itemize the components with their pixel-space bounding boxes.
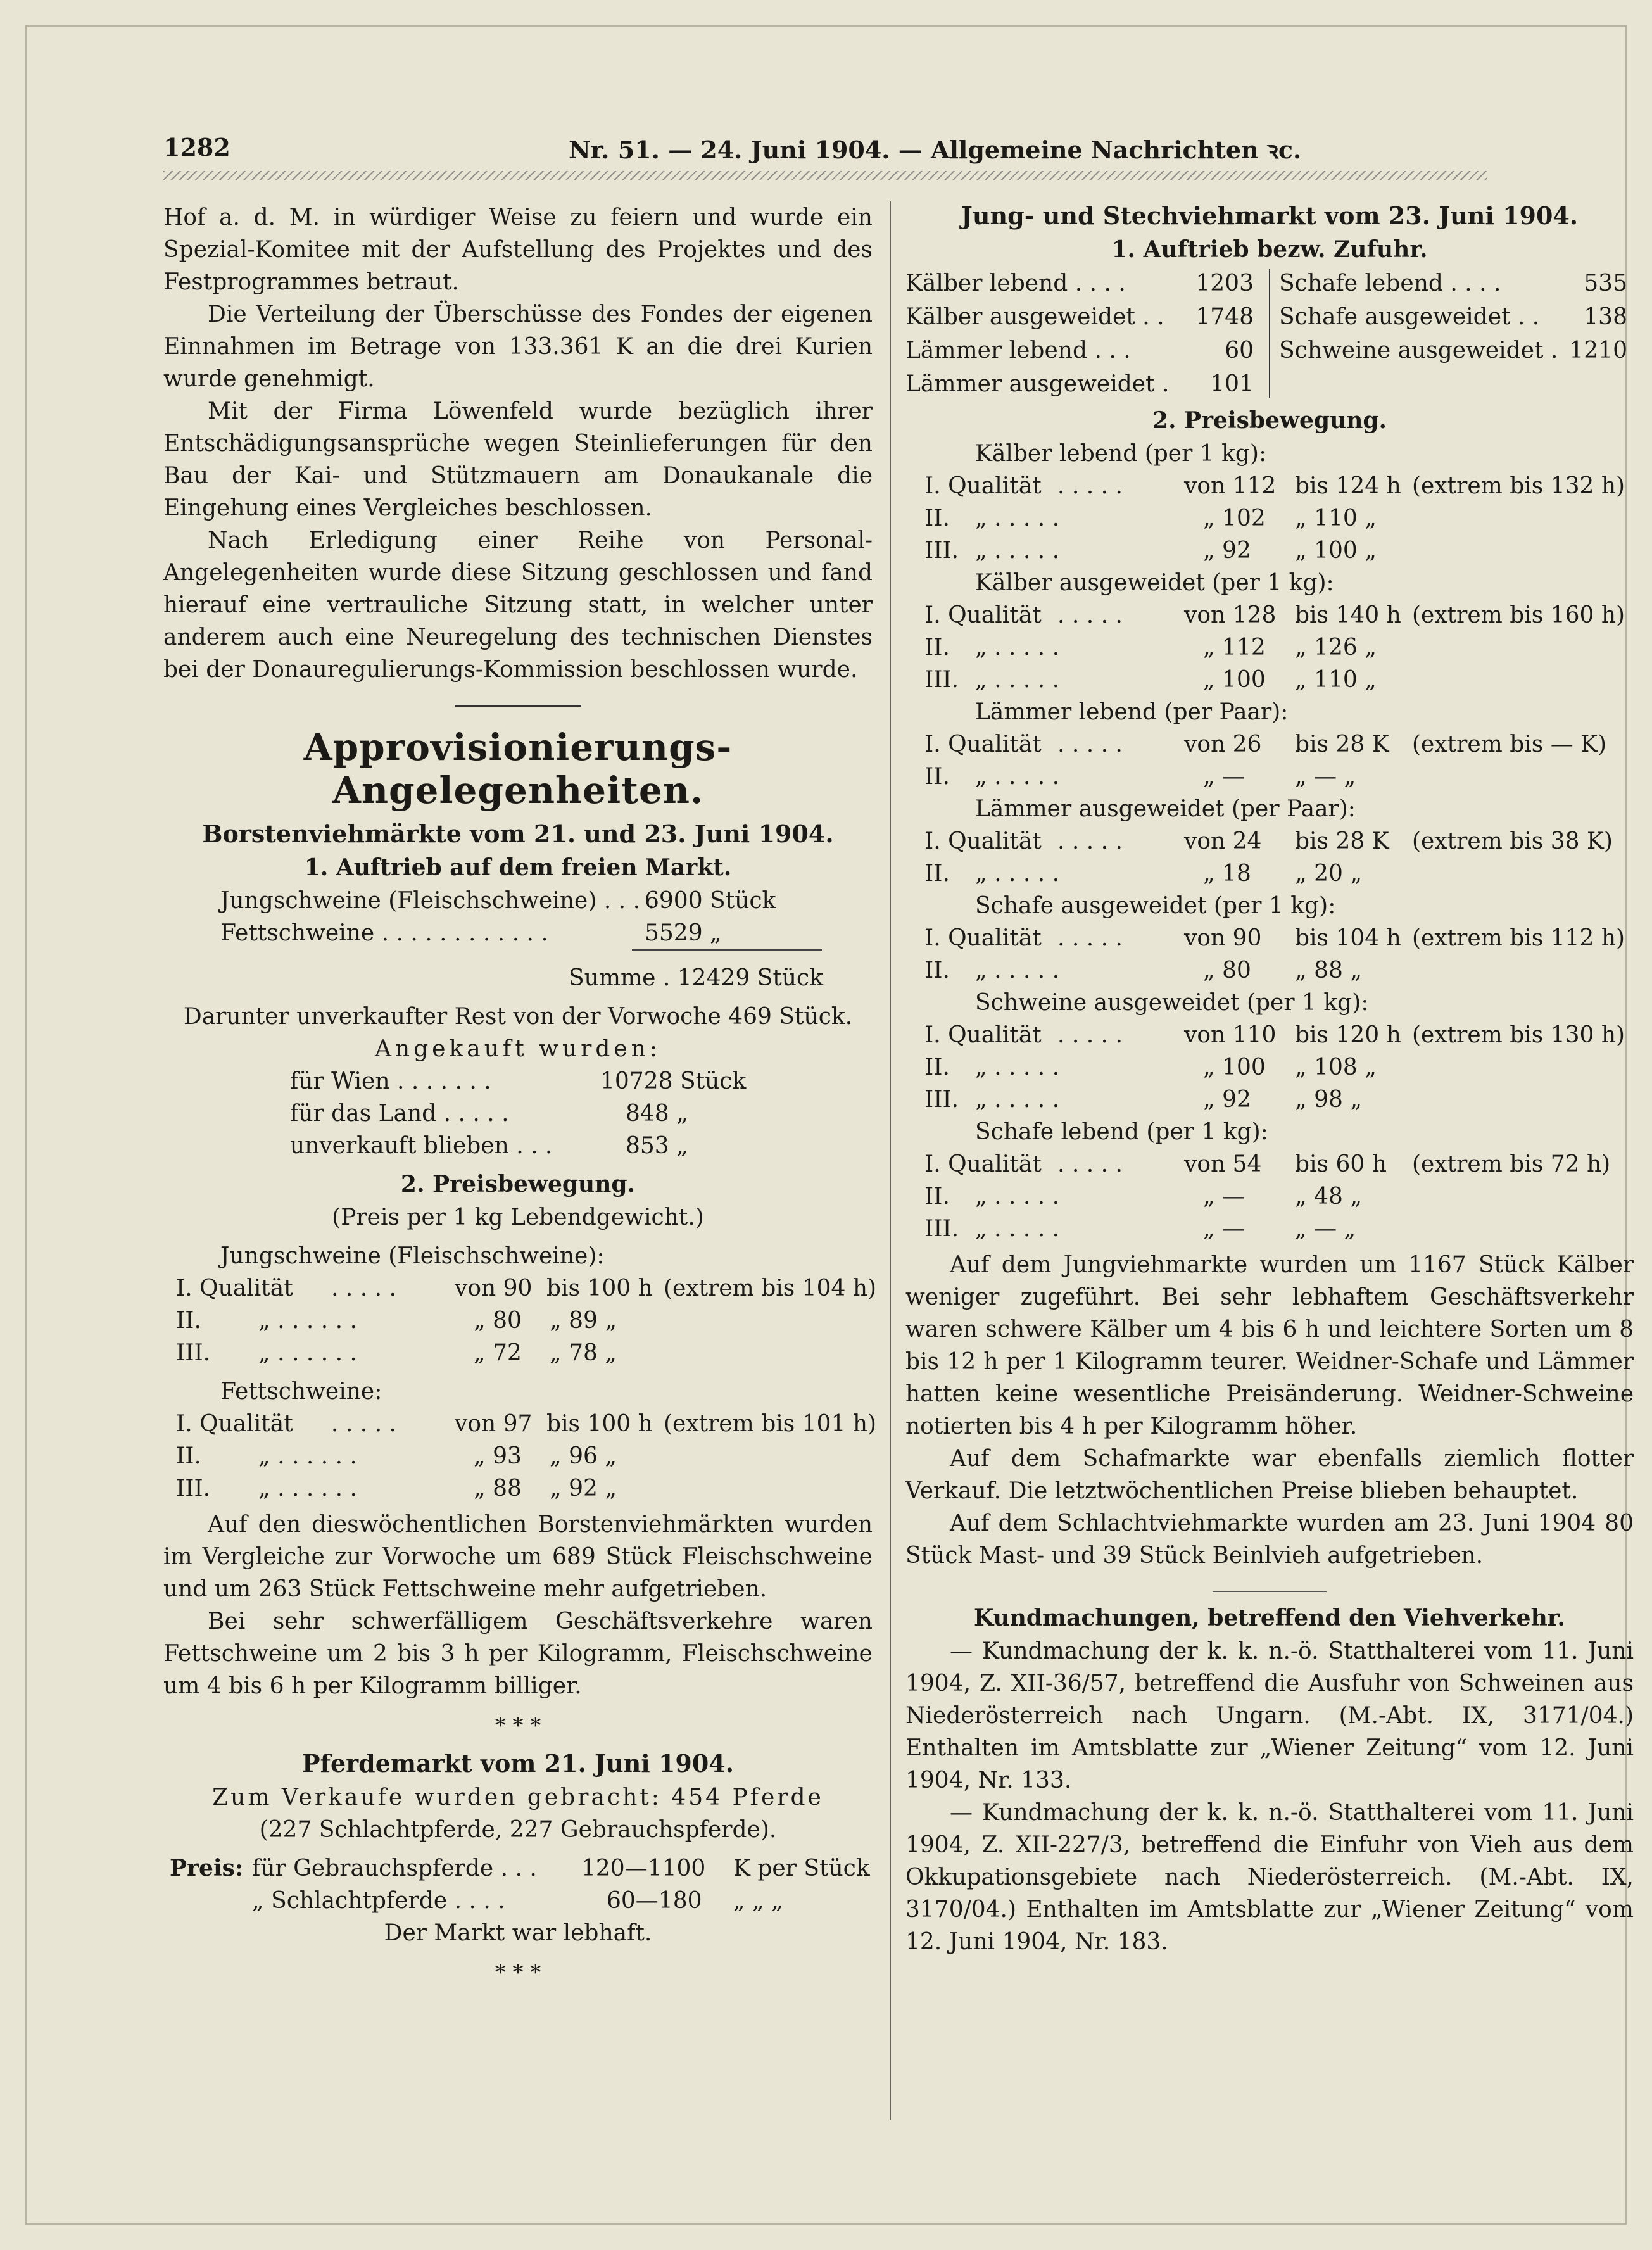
price-from: „ 112 (1203, 635, 1266, 660)
quality: I. Qualität (176, 1275, 293, 1301)
price-from: von 90 (455, 1275, 533, 1301)
quality: III. (924, 1216, 959, 1242)
dots: „ . . . . . . (258, 1340, 357, 1366)
price-row (163, 1440, 873, 1472)
dots: „ . . . . . . (258, 1443, 357, 1469)
right-column (905, 201, 1634, 1958)
price-row (163, 1472, 873, 1505)
supply-row (905, 300, 1260, 334)
supply-right (1279, 267, 1634, 401)
price-row (905, 1051, 1634, 1084)
price-to: „ 88 „ (1295, 958, 1362, 983)
price-row (905, 470, 1634, 502)
price-to: „ 98 „ (1295, 1087, 1362, 1113)
supply-value: 138 (1584, 304, 1627, 330)
price-to: „ — „ (1295, 1216, 1356, 1242)
price-row (905, 534, 1634, 567)
paragraph: Auf dem Jungviehmarkte wurden um 1167 Stück Kälber weniger zugeführt. Bei sehr lebhaftem Geschäftsverkehr waren schwere Kälber um 4 bis 6 h und leichtere Sorten um 8 bis 12 h per 1 Kilogramm teurer. Weidner-Schafe und Lämmer hatten keine wesentliche Preisänderung. Weidner-Schweine notierten bis 4 h per Kilogramm höher. (905, 1252, 1634, 1439)
supply-value: 60 (1225, 338, 1254, 363)
price-from: von 112 (1184, 473, 1277, 499)
supply-label: Schafe ausgeweidet . . (1279, 304, 1540, 330)
price-from: von 90 (1184, 925, 1262, 951)
quality: II. (924, 1184, 950, 1210)
supply-label: Schweine ausgeweidet . (1279, 338, 1558, 363)
supply-label: Fettschweine . . . . . . . . . . . . (220, 920, 548, 946)
price-from: von 97 (455, 1411, 533, 1437)
price-extreme: (extrem bis 160 h) (1412, 602, 1625, 628)
bought-row (163, 1097, 873, 1130)
price-group-name: Kälber ausgeweidet (per 1 kg): (975, 570, 1334, 596)
supply-value: 1203 (1195, 270, 1254, 296)
price-row (905, 728, 1634, 761)
sum-text: Summe . 12429 Stück (569, 965, 824, 991)
price-to: „ 126 „ (1295, 635, 1377, 660)
dots: „ . . . . . (975, 1216, 1060, 1242)
price-from: „ 88 (474, 1476, 522, 1501)
price-row (163, 1408, 877, 1440)
horse-unit: „ „ „ (733, 1888, 783, 1914)
paragraph: — Kundmachung der k. k. n.-ö. Statthalterei vom 11. Juni 1904, Z. XII-227/3, betreffend die Einfuhr von Vieh aus dem Okkupationsgebiete nach Niederösterreich. (M.-Abt. IX, 3170/04.) Enthalten im Amtsblatte zur „Wiener Zeitung“ vom 12. Juni 1904, Nr. 183. (905, 1800, 1634, 1955)
price-from: „ 100 (1203, 1054, 1266, 1080)
section-separator (1213, 1591, 1327, 1592)
quality: I. Qualität (924, 1151, 1042, 1177)
price-group-name: Schafe lebend (per 1 kg): (975, 1119, 1268, 1145)
horse-price: 60—180 (607, 1888, 702, 1914)
price-to: bis 104 h (1295, 925, 1401, 951)
supply-divider (1269, 269, 1270, 398)
price-extreme: (extrem bis 38 K) (1412, 828, 1613, 854)
quality: I. Qualität (924, 925, 1042, 951)
price-extreme: (extrem bis 130 h) (1412, 1022, 1625, 1048)
supply-label: Kälber lebend . . . . (905, 270, 1126, 296)
paragraph: Auf den dieswöchentlichen Borstenviehmärkten wurden im Vergleiche zur Vorwoche um 689 Stück Fleischschweine und um 263 Stück Fettschweine mehr aufgetrieben. (163, 1512, 873, 1602)
price-to: „ 108 „ (1295, 1054, 1377, 1080)
unsold-previous: Darunter unverkaufter Rest von der Vorwoche 469 Stück. (183, 1004, 853, 1030)
bought-heading: Angekauft wurden: (374, 1036, 662, 1062)
quality: III. (924, 1087, 959, 1113)
bought-row (163, 1065, 873, 1097)
price-group-name: Fettschweine: (220, 1379, 382, 1405)
section-separator (455, 705, 581, 707)
price-group-name: Schweine ausgeweidet (per 1 kg): (975, 990, 1369, 1016)
dots: . . . . . (1057, 731, 1123, 757)
price-to: „ 89 „ (550, 1308, 617, 1334)
supply-row (905, 367, 1260, 401)
price-from: „ 80 (1203, 958, 1251, 983)
price-row (163, 1272, 877, 1305)
price-row (905, 599, 1634, 631)
price-extreme: (extrem bis 112 h) (1412, 925, 1625, 951)
price-row (905, 954, 1634, 987)
price-from: „ 93 (474, 1443, 522, 1469)
price-extreme: (extrem bis 132 h) (1412, 473, 1625, 499)
price-row (905, 1019, 1634, 1051)
sum-rule-holder (163, 949, 873, 952)
header-rule (163, 171, 1487, 180)
bought-label: unverkauft blieben . . . (290, 1133, 553, 1159)
dots: . . . . . (1057, 1022, 1123, 1048)
price-to: „ 110 „ (1295, 505, 1377, 531)
price-to: „ 48 „ (1295, 1184, 1362, 1210)
quality: III. (176, 1476, 211, 1501)
price-row (905, 664, 1634, 696)
sum-row (163, 962, 873, 994)
price-from: „ 18 (1203, 861, 1251, 887)
price-from: „ — (1203, 1216, 1245, 1242)
price-to: bis 100 h (546, 1411, 653, 1437)
quality: III. (924, 538, 959, 564)
paragraph: Die Verteilung der Überschüsse des Fondes der eigenen Einnahmen im Betrage von 133.361 K an die drei Kurien wurde genehmigt. (163, 301, 873, 392)
price-to: bis 124 h (1295, 473, 1401, 499)
dots: „ . . . . . (975, 958, 1060, 983)
price-group-name: Jungschweine (Fleischschweine): (220, 1243, 605, 1269)
dots: . . . . . (331, 1275, 396, 1301)
quality: I. Qualität (924, 1022, 1042, 1048)
price-row (905, 502, 1634, 534)
supply-label: Kälber ausgeweidet . . (905, 304, 1164, 330)
supply-value: 6900 Stück (645, 888, 776, 914)
price-from: von 26 (1184, 731, 1262, 757)
bought-value: 853 „ (626, 1133, 688, 1159)
supply-value: 1210 (1569, 338, 1627, 363)
price-extreme: (extrem bis — K) (1412, 731, 1607, 757)
price-row (905, 1084, 1634, 1116)
section-title: Approvisionierungs-Angelegenheiten. (303, 726, 733, 812)
paragraph: Mit der Firma Löwenfeld wurde bezüglich ihrer Entschädigungsansprüche wegen Steinlieferungen für den Bau der Kai- und Stützmauern am Donaukanale die Eingehung eines Vergleiches beschlossen. (163, 398, 873, 521)
borsten-sub1: 1. Auftrieb auf dem freien Markt. (304, 854, 732, 881)
bought-value: 10728 Stück (600, 1068, 747, 1094)
price-to: „ 110 „ (1295, 667, 1377, 693)
price-from: „ 80 (474, 1308, 522, 1334)
dots: „ . . . . . . (258, 1308, 357, 1334)
paragraph: — Kundmachung der k. k. n.-ö. Statthalterei vom 11. Juni 1904, Z. XII-36/57, betreffend die Ausfuhr von Schweinen aus Niederösterreich nach Ungarn. (M.-Abt. IX, 3171/04.) Enthalten im Amtsblatte zur „Wiener Zeitung“ vom 12. Juni 1904, Nr. 133. (905, 1638, 1634, 1793)
supply-row (1279, 267, 1634, 300)
price-from: von 110 (1184, 1022, 1277, 1048)
supply-value: 1748 (1195, 304, 1254, 330)
price-row (163, 1885, 873, 1917)
price-row (905, 1180, 1634, 1213)
price-group-name: Kälber lebend (per 1 kg): (975, 441, 1267, 467)
supply-left (905, 267, 1260, 401)
quality: III. (924, 667, 959, 693)
quality: III. (176, 1340, 211, 1366)
horse-type: „ Schlachtpferde . . . . (252, 1888, 505, 1914)
price-from: von 54 (1184, 1151, 1262, 1177)
supply-label: Schafe lebend . . . . (1279, 270, 1501, 296)
section-stars: * * * (495, 1960, 541, 1985)
supply-row (905, 334, 1260, 367)
intro-text (163, 201, 873, 686)
price-row (905, 631, 1634, 664)
left-column (163, 201, 877, 1996)
pferde-title: Pferdemarkt vom 21. Juni 1904. (302, 1749, 734, 1778)
borsten-sub2: 2. Preisbewegung. (400, 1171, 636, 1198)
supply-row (163, 917, 873, 949)
bought-row (163, 1130, 873, 1162)
price-to: bis 120 h (1295, 1022, 1401, 1048)
column-divider (890, 201, 891, 2120)
jungvieh-title: Jung- und Stechviehmarkt vom 23. Juni 1904. (961, 201, 1579, 230)
quality: II. (924, 635, 950, 660)
kund-title: Kundmachungen, betreffend den Viehverkehr. (974, 1605, 1565, 1631)
page-number: 1282 (163, 133, 230, 161)
price-to: „ 78 „ (550, 1340, 617, 1366)
jungvieh-sub1: 1. Auftrieb bezw. Zufuhr. (1111, 236, 1428, 263)
quality: II. (924, 505, 950, 531)
price-groups (905, 438, 1634, 1245)
price-from: „ — (1203, 764, 1245, 790)
dots: „ . . . . . (975, 764, 1060, 790)
dots: „ . . . . . (975, 1087, 1060, 1113)
paragraph: Auf dem Schlachtviehmarkte wurden am 23. Juni 1904 80 Stück Mast- und 39 Stück Beinlvieh aufgetrieben. (905, 1510, 1634, 1569)
quality: I. Qualität (924, 731, 1042, 757)
quality: II. (924, 764, 950, 790)
quality: I. Qualität (924, 602, 1042, 628)
supply-value: 535 (1584, 270, 1627, 296)
dots: . . . . . (331, 1411, 396, 1437)
paragraph: Bei sehr schwerfälligem Geschäftsverkehre waren Fettschweine um 2 bis 3 h per Kilogramm, Fleischschweine um 4 bis 6 h per Kilogramm billiger. (163, 1608, 873, 1699)
price-row (905, 825, 1634, 857)
price-to: bis 140 h (1295, 602, 1401, 628)
sum-rule (632, 949, 822, 951)
quality: II. (176, 1308, 201, 1334)
supply-value: 101 (1210, 371, 1254, 397)
dots: „ . . . . . (975, 635, 1060, 660)
price-from: „ 102 (1203, 505, 1266, 531)
dots: „ . . . . . (975, 861, 1060, 887)
bought-value: 848 „ (626, 1101, 688, 1127)
quality: II. (924, 1054, 950, 1080)
pferde-line2: (227 Schlachtpferde, 227 Gebrauchspferde). (259, 1817, 777, 1843)
price-to: „ — „ (1295, 764, 1356, 790)
price-group-name: Lämmer lebend (per Paar): (975, 699, 1289, 725)
dots: „ . . . . . (975, 1184, 1060, 1210)
price-to: „ 96 „ (550, 1443, 617, 1469)
bought-label: für Wien . . . . . . . (290, 1068, 491, 1094)
pferde-line1: Zum Verkaufe wurden gebracht: 454 Pferde (212, 1785, 824, 1811)
price-row (163, 1852, 873, 1885)
borsten-sub2-note: (Preis per 1 kg Lebendgewicht.) (332, 1204, 704, 1230)
pferde-note: Der Markt war lebhaft. (384, 1920, 652, 1946)
quality: I. Qualität (924, 828, 1042, 854)
price-to: bis 28 K (1295, 731, 1389, 757)
dots: . . . . . (1057, 473, 1123, 499)
price-row (163, 1337, 873, 1369)
price-from: „ — (1203, 1184, 1245, 1210)
paragraph: Hof a. d. M. in würdiger Weise zu feiern und wurde ein Spezial-Komitee mit der Aufstellung des Projektes und des Festprogrammes betraut. (163, 205, 873, 295)
dots: „ . . . . . (975, 505, 1060, 531)
price-row (905, 761, 1634, 793)
running-title: Nr. 51. — 24. Juni 1904. — Allgemeine Nachrichten ꝛc. (569, 136, 1302, 164)
supply-row (1279, 334, 1634, 367)
price-row (905, 922, 1634, 954)
quality: II. (924, 861, 950, 887)
paragraph: Nach Erledigung einer Reihe von Personal-Angelegenheiten wurde diese Sitzung geschlossen und fand hierauf eine vertrauliche Sitzung statt, in welcher unter anderem auch eine Neuregelung des technischen Dienstes bei der Donauregulierungs-Kommission beschlossen wurde. (163, 528, 873, 683)
price-extreme: (extrem bis 104 h) (664, 1275, 877, 1301)
jungvieh-sub2: 2. Preisbewegung. (1152, 407, 1387, 434)
price-row (905, 857, 1634, 890)
horse-unit: K per Stück (733, 1855, 870, 1881)
supply-label: Lämmer ausgeweidet . (905, 371, 1170, 397)
supply-row (163, 885, 873, 917)
quality: II. (924, 958, 950, 983)
price-row (905, 1213, 1634, 1245)
price-group-name: Schafe ausgeweidet (per 1 kg): (975, 893, 1336, 919)
dots: „ . . . . . . (258, 1476, 357, 1501)
supply-label: Lämmer lebend . . . (905, 338, 1131, 363)
supply-row (1279, 300, 1634, 334)
horse-price: 120—1100 (581, 1855, 706, 1881)
price-extreme: (extrem bis 101 h) (664, 1411, 877, 1437)
bought-label: für das Land . . . . . (290, 1101, 509, 1127)
price-from: „ 92 (1203, 1087, 1251, 1113)
running-header (163, 127, 1487, 171)
paragraph: Auf dem Schafmarkte war ebenfalls ziemlich flotter Verkauf. Die letztwöchentlichen Preise blieben behauptet. (905, 1446, 1634, 1504)
supply-label: Jungschweine (Fleischschweine) . . . . (220, 888, 655, 914)
dots: . . . . . (1057, 828, 1123, 854)
price-label: Preis: (170, 1855, 244, 1881)
dots: „ . . . . . (975, 1054, 1060, 1080)
price-to: bis 60 h (1295, 1151, 1387, 1177)
dots: „ . . . . . (975, 667, 1060, 693)
dots: . . . . . (1057, 602, 1123, 628)
price-to: „ 100 „ (1295, 538, 1377, 564)
price-from: von 24 (1184, 828, 1262, 854)
price-to: „ 92 „ (550, 1476, 617, 1501)
quality: II. (176, 1443, 201, 1469)
price-to: bis 100 h (546, 1275, 653, 1301)
dots: . . . . . (1057, 925, 1123, 951)
quality: I. Qualität (924, 473, 1042, 499)
supply-value: 5529 „ (645, 920, 722, 946)
price-from: „ 72 (474, 1340, 522, 1366)
section-stars: * * * (495, 1713, 541, 1738)
supply-table (905, 267, 1634, 401)
price-from: „ 92 (1203, 538, 1251, 564)
dots: . . . . . (1057, 1151, 1123, 1177)
horse-type: für Gebrauchspferde . . . (252, 1855, 537, 1881)
price-extreme: (extrem bis 72 h) (1412, 1151, 1611, 1177)
price-to: bis 28 K (1295, 828, 1389, 854)
price-from: von 128 (1184, 602, 1277, 628)
price-row (163, 1305, 873, 1337)
supply-row (905, 267, 1260, 300)
price-to: „ 20 „ (1295, 861, 1362, 887)
dots: „ . . . . . (975, 538, 1060, 564)
borsten-title: Borstenviehmärkte vom 21. und 23. Juni 1904. (202, 819, 834, 848)
quality: I. Qualität (176, 1411, 293, 1437)
price-from: „ 100 (1203, 667, 1266, 693)
price-group-name: Lämmer ausgeweidet (per Paar): (975, 796, 1356, 822)
price-row (905, 1148, 1634, 1180)
